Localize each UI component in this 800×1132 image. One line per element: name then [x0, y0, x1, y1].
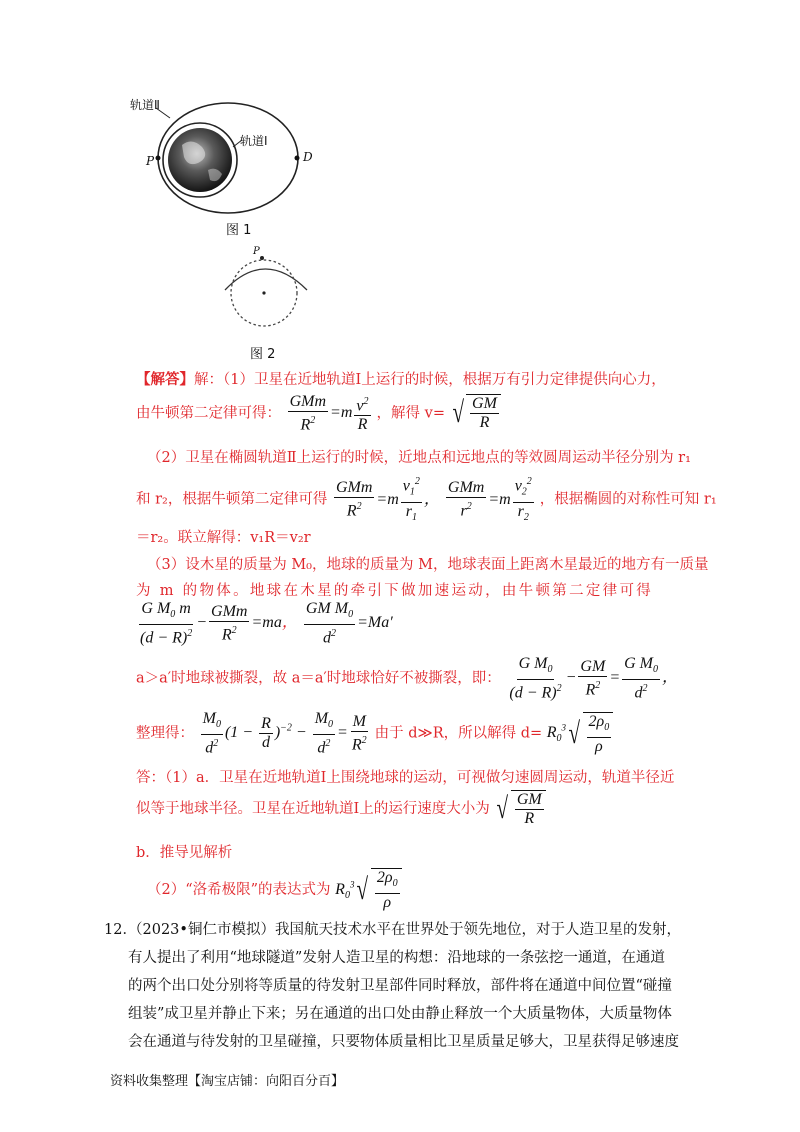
tidal-diagram [195, 250, 335, 345]
footer-source: 资料收集整理【淘宝店铺：向阳百分百】 [110, 1074, 345, 1089]
answer-line-7: 为 m 的物体。地球在木星的牵引下做加速运动，由牛顿第二定律可得 [136, 583, 654, 599]
answer-line-14: （2）“洛希极限”的表达式为 $R_0^3$ √ $\frac{2\rho_0}{\rho}$ [147, 868, 402, 912]
answer-line-11: 答：（1）a．卫星在近地轨道Ⅰ上围绕地球的运动，可视做匀速圆周运动，轨道半径近 [136, 770, 675, 786]
label-D: D [303, 150, 313, 164]
question-12-line-2: 有人提出了利用“地球隧道”发射人造卫星的构想：沿地球的一条弦挖一通道，在通道 [128, 950, 665, 966]
formula-ellipse: $\frac{\text{GMm}}{R^2}$ =m $\frac{v_1^2}{r_1}$ ， $\frac{\text{GMm}}{r^2}$ =m $\frac{v_2^2}{r_2}$ [332, 491, 540, 508]
formula-tidal: $\frac{G M_0 m}{(d - R)^2}$ − $\frac{\text{GMm}}{R^2}$ =ma， $\frac{GM M_0}{d^2}$ =Ma′ [140, 600, 393, 647]
answer-line-9: a＞a′时地球被撕裂，故 a＝a′时地球恰好不被撕裂，即： $\frac{G M_0}{(d - R)^2}$ − $\frac{GM}{R^2}$ = $\frac{G M_0}{d^2}$ ， [136, 655, 679, 702]
formula-equality: $\frac{G M_0}{(d - R)^2}$ − $\frac{GM}{R^2}$ = $\frac{G M_0}{d^2}$ ， [509, 655, 679, 702]
answer-line-8 [136, 600, 393, 648]
label-P-fig2: P [253, 246, 260, 257]
formula-simplified: $\frac{M_0}{d^2}$ (1 − $\frac{R}{d}$ )$^{-2}$ − $\frac{M_0}{d^2}$ = $\frac{M}{R^2}$ [202, 710, 367, 757]
answer-line-13: b．推导见解析 [136, 845, 233, 861]
question-12-number: 12． [104, 922, 137, 938]
answer-line-6: （3）设木星的质量为 M₀，地球的质量为 M，地球表面上距离木星最近的地方有一质量 [147, 557, 709, 573]
formula-v-sqrt: √ $\frac{GM}{R}$ [450, 394, 501, 432]
answer-line-2: 由牛顿第二定律可得： $\frac{\text{GMm}}{R^2}$ =m $\frac{v^2}{R}$ ，解得 v= √ $\frac{GM}{R}$ [136, 393, 501, 434]
formula-circular: $\frac{\text{GMm}}{R^2}$ =m $\frac{v^2}{R}$ [289, 393, 369, 434]
answer-line-4: 和 r₂，根据牛顿第二定律可得 $\frac{\text{GMm}}{R^2}$ =m $\frac{v_1^2}{r_1}$ ， $\frac{\text{GMm}}{r^2}$ =m $\frac{v_2^2}{r_2}$ ，根据椭圆的对称性可知 r₁ [136, 473, 717, 527]
label-P: P [146, 154, 155, 168]
figure-1-caption: 图 1 [226, 223, 252, 238]
formula-roche-answer: $R_0^3$ √ $\frac{2\rho_0}{\rho}$ [335, 881, 401, 898]
answer-tag: 【解答】 [136, 371, 194, 388]
point-D [295, 156, 300, 161]
figure-2-caption: 图 2 [250, 347, 276, 362]
label-orbit-2: 轨道Ⅱ [130, 98, 160, 112]
question-12-line-3: 的两个出口处分别将等质量的待发射卫星部件同时释放，部件将在通道中间位置“碰撞 [128, 978, 672, 994]
answer-line-10: 整理得： $\frac{M_0}{d^2}$ (1 − $\frac{R}{d}$ )$^{-2}$ − $\frac{M_0}{d^2}$ = $\frac{M}{R^2}$ 由于 d≫R，所以解得 $d= R_0^3$ √ $\frac{2\rho_0}{\rho}$ [136, 710, 613, 758]
answer-line-12: 似等于地球半径。卫星在近地轨道Ⅰ上的运行速度大小为 √ $\frac{GM}{R}$ [136, 790, 546, 828]
point-P [156, 156, 161, 161]
answer-line-1: 【解答】解：（1）卫星在近地轨道Ⅰ上运行的时候，根据万有引力定律提供向心力， [136, 371, 666, 388]
orbit-diagram [130, 90, 330, 240]
formula-roche: $R_0^3$ √ $\frac{2\rho_0}{\rho}$ [547, 724, 613, 741]
answer-line-5: ＝r₂。联立解得：v₁R＝v₂r [136, 530, 311, 546]
question-12-line-1: （2023•铜仁市模拟）我国航天技术水平在世界处于领先地位，对于人造卫星的发射， [128, 922, 681, 938]
question-12-line-5: 会在通道与待发射的卫星碰撞，只要物体质量相比卫星质量足够大，卫星获得足够速度 [128, 1034, 679, 1050]
formula-v-answer: √ $\frac{GM}{R}$ [494, 790, 545, 828]
figure-2 [195, 246, 335, 345]
question-12-line-4: 组装”成卫星并静止下来；另在通道的出口处由静止释放一个大质量物体，大质量物体 [128, 1006, 672, 1022]
label-orbit-1: 轨道Ⅰ [240, 134, 268, 148]
answer-line-3: （2）卫星在椭圆轨道Ⅱ上运行的时候，近地点和远地点的等效圆周运动半径分别为 r₁ [147, 450, 691, 466]
figure-1 [130, 90, 330, 240]
